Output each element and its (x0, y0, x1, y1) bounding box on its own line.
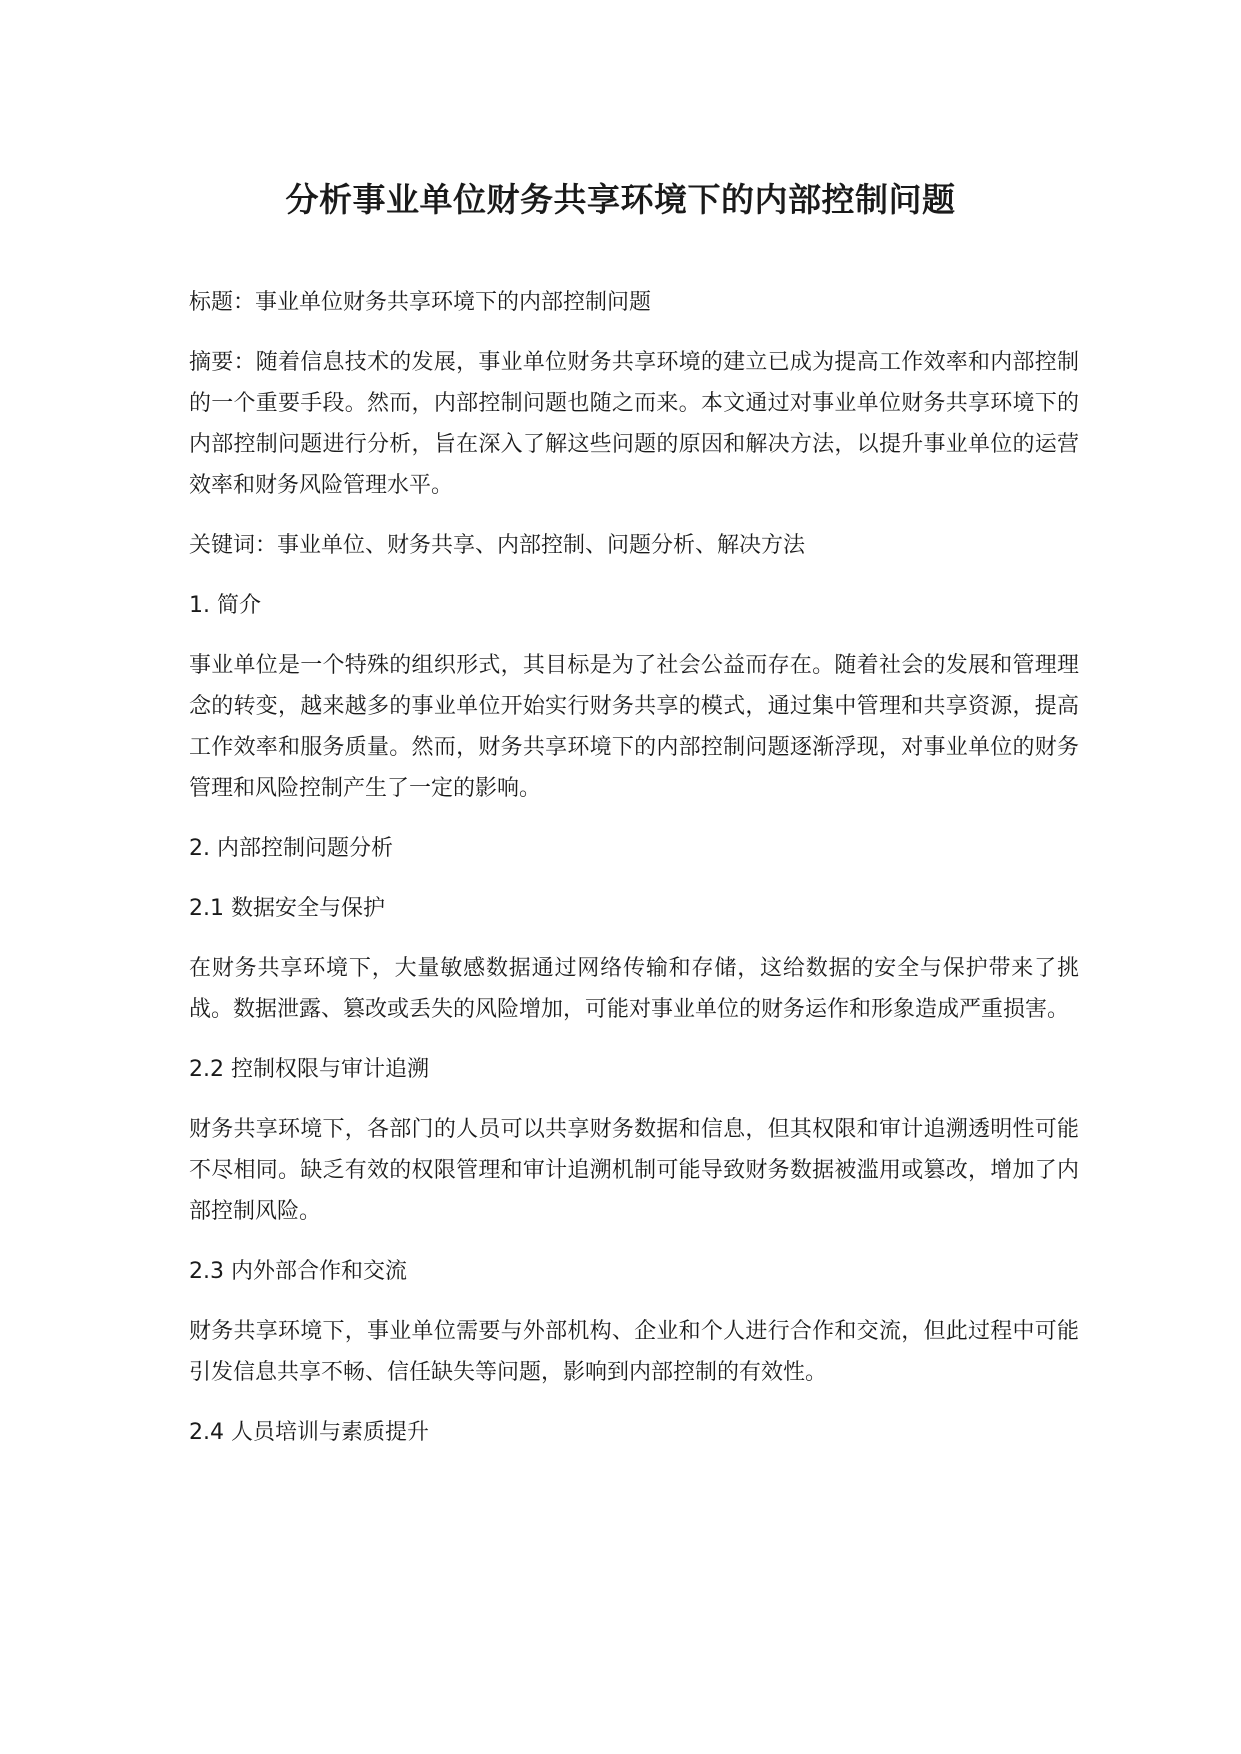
subsection-heading-access-control: 2.2 控制权限与审计追溯 (189, 1057, 429, 1082)
data-security-paragraph: 在财务共享环境下，大量敏感数据通过网络传输和存储，这给数据的安全与保护带来了挑战。数据泄露、篡改或丢失的风险增加，可能对事业单位的财务运作和形象造成严重损害。 (189, 956, 1079, 1022)
keywords-line: 关键词：事业单位、财务共享、内部控制、问题分析、解决方法 (189, 533, 806, 558)
section-heading-intro: 1. 简介 (189, 593, 261, 618)
access-control-paragraph: 财务共享环境下，各部门的人员可以共享财务数据和信息，但其权限和审计追溯透明性可能不尽相同。缺乏有效的权限管理和审计追溯机制可能导致财务数据被滥用或篡改，增加了内部控制风险。 (189, 1117, 1079, 1224)
subsection-heading-cooperation: 2.3 内外部合作和交流 (189, 1259, 407, 1284)
title-line: 标题：事业单位财务共享环境下的内部控制问题 (189, 290, 652, 315)
abstract-paragraph: 摘要：随着信息技术的发展，事业单位财务共享环境的建立已成为提高工作效率和内部控制的一个重要手段。然而，内部控制问题也随之而来。本文通过对事业单位财务共享环境下的内部控制问题进行分析，旨在深入了解这些问题的原因和解决方法，以提升事业单位的运营效率和财务风险管理水平。 (189, 350, 1079, 498)
section-heading-analysis: 2. 内部控制问题分析 (189, 836, 393, 861)
intro-paragraph: 事业单位是一个特殊的组织形式，其目标是为了社会公益而存在。随着社会的发展和管理理念的转变，越来越多的事业单位开始实行财务共享的模式，通过集中管理和共享资源，提高工作效率和服务质量。然而，财务共享环境下的内部控制问题逐渐浮现，对事业单位的财务管理和风险控制产生了一定的影响。 (189, 653, 1079, 801)
cooperation-paragraph: 财务共享环境下，事业单位需要与外部机构、企业和个人进行合作和交流，但此过程中可能引发信息共享不畅、信任缺失等问题，影响到内部控制的有效性。 (189, 1319, 1079, 1385)
subsection-heading-data-security: 2.1 数据安全与保护 (189, 896, 385, 921)
subsection-heading-training: 2.4 人员培训与素质提升 (189, 1420, 429, 1445)
document-body (189, 282, 1079, 1472)
document-title: 分析事业单位财务共享环境下的内部控制问题 (285, 180, 956, 219)
